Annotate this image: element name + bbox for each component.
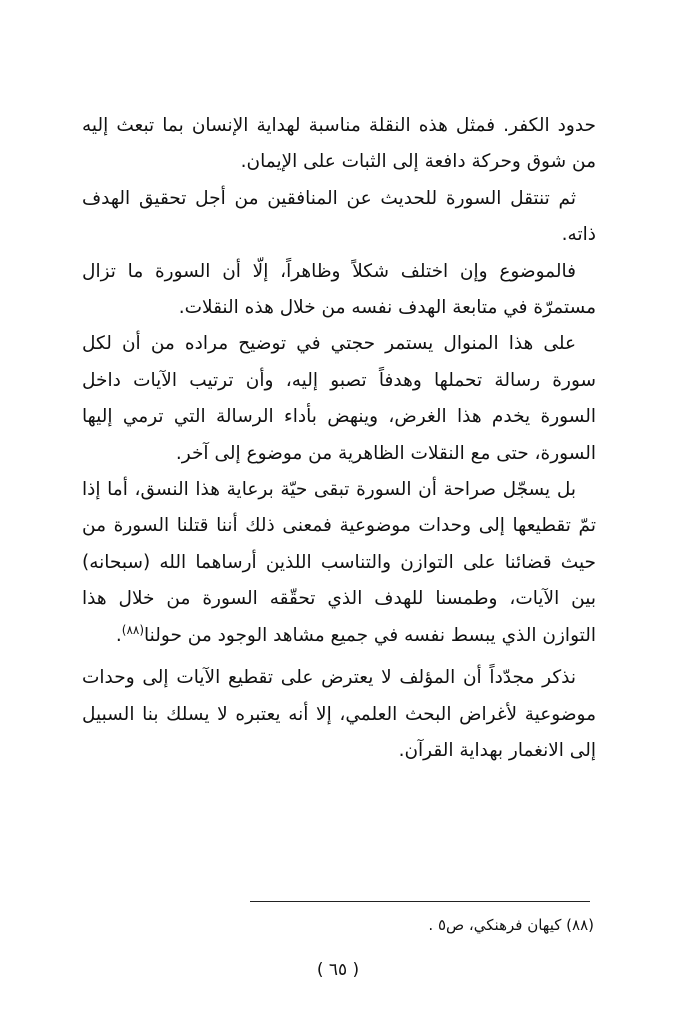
paragraph-3: فالموضوع وإن اختلف شكلاً وظاهراً، إلّا أن السورة ما تزال مستمرّة في متابعة الهدف نفسه من خلال هذه النقلات. xyxy=(82,260,596,319)
page-number: ( ٦٥ ) xyxy=(316,960,360,980)
paragraph-4: على هذا المنوال يستمر حجتي في توضيح مراده من أن لكل سورة رسالة تحملها وهدفاً تصبو إليه، وأن ترتيب الآيات داخل السورة يخدم هذا الغرض، وينهض بأداء الرسالة التي ترمي إليها السورة، حتى مع النقلات الظاهرية من موضوع إلى آخر. xyxy=(82,333,596,464)
footnote-divider xyxy=(250,901,590,902)
body-text xyxy=(82,108,596,769)
footnote: (٨٨) كيهان فرهنكي، ص٥ . xyxy=(428,916,594,934)
paragraph-2: ثم تنتقل السورة للحديث عن المنافقين من أجل تحقيق الهدف ذاته. xyxy=(82,187,596,246)
paragraph-1: حدود الكفر. فمثل هذه النقلة مناسبة لهداية الإنسان بما تبعث إليه من شوق وحركة دافعة إلى الثبات على الإيمان. xyxy=(82,115,596,173)
paragraph-5 xyxy=(82,472,596,654)
paragraph-5-end: . xyxy=(115,624,122,646)
footnote-reference[interactable]: (٨٨) xyxy=(121,622,145,637)
paragraph-5-text: بل يسجّل صراحة أن السورة تبقى حيّة برعاية هذا النسق، أما إذا تمّ تقطيعها إلى وحدات موضوعية فمعنى ذلك أننا قتلنا السورة من حيث قضائنا على التوازن والتناسب اللذين أرساهما الله (سبحانه) بين الآيات، وطمسنا للهدف الذي تحقّقه السورة من خلال هذا التوازن الذي يبسط نفسه في جميع مشاهد الوجود من حولنا xyxy=(82,479,596,646)
paragraph-6: نذكر مجدّداً أن المؤلف لا يعترض على تقطيع الآيات إلى وحدات موضوعية لأغراض البحث العلمي، إلا أنه يعتبره لا يسلك بنا السبيل إلى الانغمار بهداية القرآن. xyxy=(82,667,596,761)
